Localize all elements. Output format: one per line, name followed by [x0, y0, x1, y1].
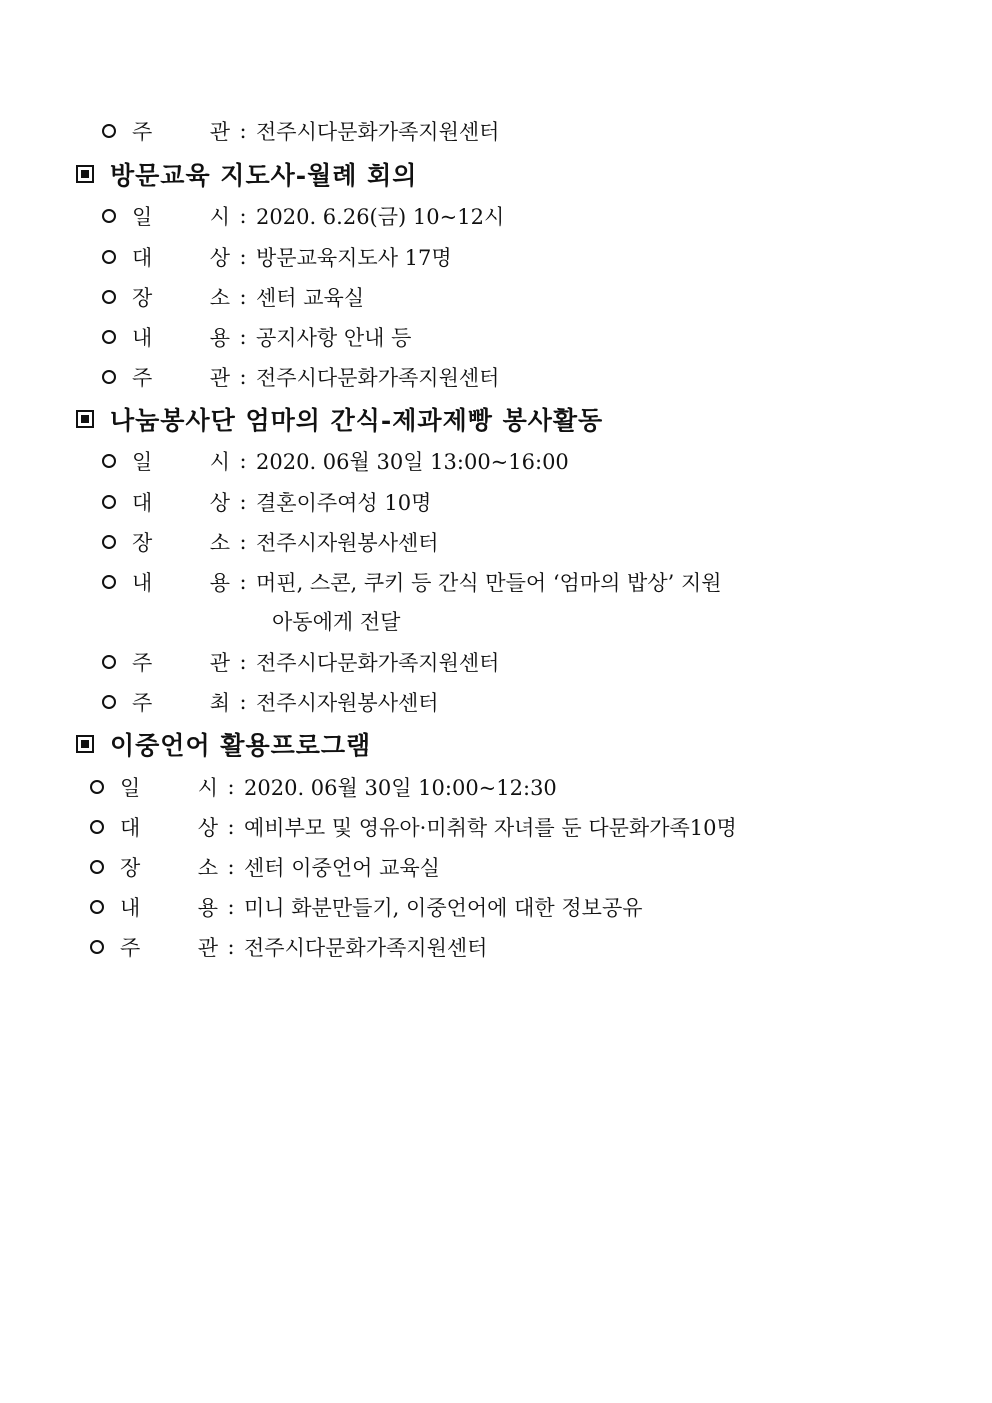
item-label [132, 242, 230, 272]
label-char-2: 최 [209, 691, 230, 715]
circle-bullet-icon [102, 454, 116, 468]
item-label [132, 201, 230, 231]
list-item [90, 930, 487, 964]
list-item [102, 685, 439, 719]
circle-bullet-icon [102, 124, 116, 138]
item-label [132, 282, 230, 312]
square-bullet-icon [76, 735, 94, 753]
item-value: 미니 화분만들기, 이중언어에 대한 정보공유 [244, 896, 643, 920]
label-char-1: 장 [132, 286, 153, 310]
item-value: 센터 이중언어 교육실 [244, 856, 440, 880]
label-char-2: 시 [197, 776, 218, 800]
item-value: 전주시다문화가족지원센터 [256, 651, 500, 675]
list-item [90, 770, 557, 804]
list-item [102, 114, 499, 148]
circle-bullet-icon [102, 495, 116, 509]
section-heading [76, 725, 371, 763]
circle-bullet-icon [90, 820, 104, 834]
label-colon: : [227, 935, 235, 959]
circle-bullet-icon [90, 780, 104, 794]
item-label [132, 647, 230, 677]
label-char-1: 일 [132, 205, 153, 229]
label-colon: : [227, 815, 235, 839]
item-value: 2020. 06월 30일 13:00~16:00 [256, 450, 569, 474]
label-char-1: 장 [132, 531, 153, 555]
item-label [132, 687, 230, 717]
label-colon: : [239, 570, 247, 594]
label-char-2: 시 [209, 205, 230, 229]
label-colon: : [227, 775, 235, 799]
label-char-1: 주 [132, 651, 153, 675]
label-char-1: 일 [120, 776, 141, 800]
list-item [102, 645, 499, 679]
circle-bullet-icon [102, 370, 116, 384]
circle-bullet-icon [102, 575, 116, 589]
item-value: 전주시자원봉사센터 [256, 691, 439, 715]
circle-bullet-icon [102, 330, 116, 344]
label-char-2: 소 [197, 856, 218, 880]
label-colon: : [239, 449, 247, 473]
label-char-2: 상 [197, 816, 218, 840]
label-colon: : [239, 690, 247, 714]
list-item [102, 565, 722, 599]
label-char-1: 주 [120, 936, 141, 960]
list-item [102, 485, 431, 519]
label-char-2: 용 [197, 896, 218, 920]
item-value: 2020. 6.26(금) 10~12시 [256, 205, 505, 229]
item-value: 센터 교육실 [256, 286, 365, 310]
label-char-1: 내 [120, 896, 141, 920]
label-colon: : [227, 855, 235, 879]
item-value: 전주시다문화가족지원센터 [256, 366, 500, 390]
label-char-1: 대 [132, 491, 153, 515]
item-label [120, 772, 218, 802]
label-colon: : [239, 245, 247, 269]
circle-bullet-icon [90, 900, 104, 914]
label-colon: : [239, 204, 247, 228]
circle-bullet-icon [90, 860, 104, 874]
item-label [132, 567, 230, 597]
item-value: 예비부모 및 영유아·미취학 자녀를 둔 다문화가족10명 [244, 816, 737, 840]
section-heading [76, 155, 417, 193]
list-item [90, 810, 737, 844]
item-label [132, 116, 230, 146]
label-char-2: 관 [209, 366, 230, 390]
item-value: 결혼이주여성 10명 [256, 491, 432, 515]
label-colon: : [239, 365, 247, 389]
item-value: 전주시다문화가족지원센터 [244, 936, 488, 960]
item-label [132, 487, 230, 517]
label-char-2: 상 [209, 246, 230, 270]
label-colon: : [239, 650, 247, 674]
section-title: 방문교육 지도사-월례 회의 [110, 161, 418, 190]
circle-bullet-icon [102, 695, 116, 709]
label-char-2: 소 [209, 286, 230, 310]
label-char-1: 주 [132, 691, 153, 715]
item-value: 공지사항 안내 등 [256, 326, 412, 350]
square-bullet-icon [76, 410, 94, 428]
label-char-1: 장 [120, 856, 141, 880]
label-colon: : [239, 530, 247, 554]
label-colon: : [239, 285, 247, 309]
label-char-2: 관 [197, 936, 218, 960]
label-char-2: 상 [209, 491, 230, 515]
label-char-1: 일 [132, 450, 153, 474]
list-item [102, 525, 439, 559]
item-label [120, 932, 218, 962]
label-colon: : [239, 325, 247, 349]
list-item [102, 444, 569, 478]
item-value: 방문교육지도사 17명 [256, 246, 452, 270]
label-char-1: 내 [132, 326, 153, 350]
item-value: 2020. 06월 30일 10:00~12:30 [244, 776, 557, 800]
label-char-2: 소 [209, 531, 230, 555]
label-colon: : [227, 895, 235, 919]
section-title: 나눔봉사단 엄마의 간식-제과제빵 봉사활동 [110, 406, 604, 435]
label-colon: : [239, 119, 247, 143]
item-value: 전주시자원봉사센터 [256, 531, 439, 555]
label-char-1: 대 [132, 246, 153, 270]
item-value: 전주시다문화가족지원센터 [256, 120, 500, 144]
item-label [132, 527, 230, 557]
item-label [120, 852, 218, 882]
circle-bullet-icon [90, 940, 104, 954]
circle-bullet-icon [102, 655, 116, 669]
item-value: 머핀, 스콘, 쿠키 등 간식 만들어 ‘엄마의 밥상’ 지원 [256, 571, 722, 595]
list-item [102, 280, 364, 314]
label-char-1: 내 [132, 571, 153, 595]
list-item [90, 890, 643, 924]
item-value-continuation: 아동에게 전달 [272, 610, 401, 634]
circle-bullet-icon [102, 290, 116, 304]
item-label [132, 362, 230, 392]
list-item [102, 360, 499, 394]
label-char-1: 주 [132, 366, 153, 390]
label-char-2: 용 [209, 326, 230, 350]
item-label [132, 446, 230, 476]
square-bullet-icon [76, 165, 94, 183]
list-item [102, 240, 452, 274]
circle-bullet-icon [102, 209, 116, 223]
label-char-2: 시 [209, 450, 230, 474]
label-char-2: 용 [209, 571, 230, 595]
item-label [120, 892, 218, 922]
circle-bullet-icon [102, 535, 116, 549]
section-heading [76, 400, 603, 438]
list-item [90, 850, 440, 884]
item-label [132, 322, 230, 352]
list-item [102, 199, 504, 233]
label-colon: : [239, 490, 247, 514]
list-item [102, 320, 411, 354]
label-char-1: 대 [120, 816, 141, 840]
label-char-2: 관 [209, 651, 230, 675]
label-char-1: 주 [132, 120, 153, 144]
section-title: 이중언어 활용프로그램 [110, 731, 372, 760]
item-label [120, 812, 218, 842]
circle-bullet-icon [102, 250, 116, 264]
label-char-2: 관 [209, 120, 230, 144]
